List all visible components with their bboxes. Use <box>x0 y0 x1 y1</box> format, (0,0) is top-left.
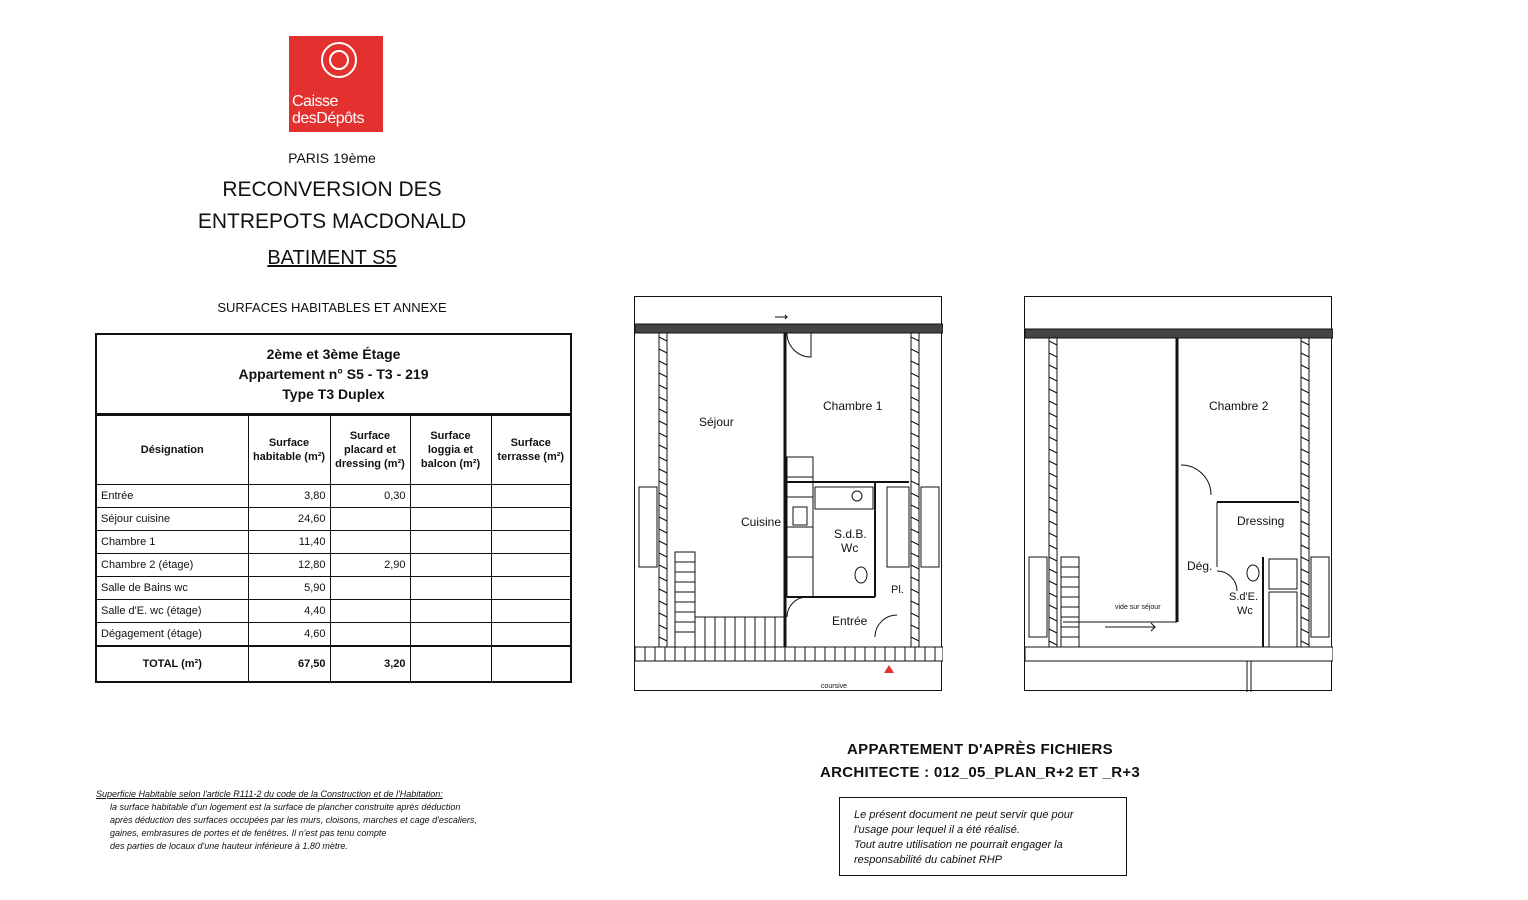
room-placard: Pl. <box>891 584 904 596</box>
caisse-des-depots-logo <box>289 36 383 132</box>
building-title: BATIMENT S5 <box>267 247 397 269</box>
room-sdb: S.d.B. <box>834 527 867 541</box>
row-loggia <box>410 623 491 647</box>
col-terrasse: Surface terrasse (m²) <box>491 416 570 485</box>
table-row <box>97 531 570 554</box>
disclaimer-line: Le présent document ne peut servir que pour <box>854 809 1074 821</box>
col-habitable: Surface habitable (m²) <box>248 416 330 485</box>
row-terrasse <box>491 531 570 554</box>
row-name: Séjour cuisine <box>97 508 248 531</box>
total-placard: 3,20 <box>330 646 410 681</box>
total-label: TOTAL (m²) <box>97 646 248 681</box>
room-sdb-wc: Wc <box>841 541 859 555</box>
row-habitable: 24,60 <box>248 508 330 531</box>
row-loggia <box>410 554 491 577</box>
apartment-label: Appartement n° S5 - T3 - 219 <box>238 366 429 382</box>
table-row <box>97 508 570 531</box>
disclaimer-line: Tout autre utilisation ne pourrait engager la <box>854 839 1063 851</box>
project-title-line-1: RECONVERSION DES <box>222 178 442 201</box>
city: PARIS 19ème <box>288 150 376 166</box>
project-title-line-2: ENTREPOTS MACDONALD <box>197 210 467 233</box>
row-placard <box>330 600 410 623</box>
room-entree: Entrée <box>832 614 868 628</box>
row-habitable: 12,80 <box>248 554 330 577</box>
type-label: Type T3 Duplex <box>282 386 385 402</box>
row-placard <box>330 577 410 600</box>
logo-line-2: desDépôts <box>292 110 364 127</box>
table-row <box>97 600 570 623</box>
row-name: Chambre 2 (étage) <box>97 554 248 577</box>
disclaimer-line: responsabilité du cabinet RHP <box>854 854 1002 866</box>
row-terrasse <box>491 577 570 600</box>
row-loggia <box>410 577 491 600</box>
floor-plan-lower-drawing <box>635 297 943 692</box>
row-terrasse <box>491 508 570 531</box>
seal-icon <box>321 42 357 78</box>
void-over-living-label: vide sur séjour <box>1115 604 1161 611</box>
col-designation: Désignation <box>97 416 248 485</box>
architect-line-2: ARCHITECTE : 012_05_PLAN_R+2 ET _R+3 <box>819 764 1141 781</box>
table-row <box>97 623 570 647</box>
architect-line-1: APPARTEMENT D'APRÈS FICHIERS <box>847 741 1113 758</box>
row-habitable: 11,40 <box>248 531 330 554</box>
row-loggia <box>410 531 491 554</box>
legal-line: la surface habitable d'un logement est la surface de plancher construite après déduction <box>110 802 461 812</box>
row-habitable: 4,40 <box>248 600 330 623</box>
floor-plan-upper <box>1024 296 1332 691</box>
disclaimer-line: l'usage pour lequel il a été réalisé. <box>854 824 1020 836</box>
legal-line: gaines, embrasures de portes et de fenêtres. Il n'est pas tenu compte <box>110 828 387 838</box>
row-placard <box>330 508 410 531</box>
row-terrasse <box>491 600 570 623</box>
row-terrasse <box>491 554 570 577</box>
row-habitable: 5,90 <box>248 577 330 600</box>
room-chambre-1: Chambre 1 <box>823 399 883 413</box>
surface-table <box>95 333 572 683</box>
coursive-label: coursive <box>821 683 848 690</box>
room-dressing: Dressing <box>1237 514 1285 528</box>
room-sejour: Séjour <box>699 415 734 429</box>
table-row <box>97 577 570 600</box>
section-heading: SURFACES HABITABLES ET ANNEXE <box>217 300 447 315</box>
col-loggia: Surface loggia et balcon (m²) <box>410 416 491 485</box>
column-header-row <box>97 416 570 485</box>
legal-title: Superficie Habitable selon l'article R111-2 du code de la Construction et de l'Habitation: <box>96 789 443 799</box>
row-name: Entrée <box>97 485 248 508</box>
row-habitable: 3,80 <box>248 485 330 508</box>
table-row <box>97 554 570 577</box>
architect-caption <box>760 738 1200 784</box>
row-placard <box>330 623 410 647</box>
surface-grid <box>97 415 570 681</box>
total-terrasse <box>491 646 570 681</box>
table-header <box>97 335 570 415</box>
row-name: Chambre 1 <box>97 531 248 554</box>
legal-note <box>96 788 556 853</box>
row-name: Salle de Bains wc <box>97 577 248 600</box>
table-row <box>97 485 570 508</box>
floor-label: 2ème et 3ème Étage <box>266 346 401 362</box>
row-placard: 2,90 <box>330 554 410 577</box>
row-terrasse <box>491 623 570 647</box>
room-sde-wc: Wc <box>1237 605 1253 617</box>
room-chambre-2: Chambre 2 <box>1209 399 1269 413</box>
floor-plan-upper-drawing <box>1025 297 1333 692</box>
row-terrasse <box>491 485 570 508</box>
total-row <box>97 646 570 681</box>
row-loggia <box>410 600 491 623</box>
col-placard: Surface placard et dressing (m²) <box>330 416 410 485</box>
floor-plan-lower <box>634 296 942 691</box>
legal-line: après déduction des surfaces occupées par les murs, cloisons, marches et cage d'escaliers, <box>110 815 477 825</box>
row-placard: 0,30 <box>330 485 410 508</box>
row-name: Dégagement (étage) <box>97 623 248 647</box>
disclaimer-box <box>839 797 1127 876</box>
total-loggia <box>410 646 491 681</box>
room-cuisine: Cuisine <box>741 515 782 529</box>
row-loggia <box>410 508 491 531</box>
row-loggia <box>410 485 491 508</box>
legal-line: des parties de locaux d'une hauteur inférieure à 1.80 mètre. <box>110 841 348 851</box>
room-sde: S.d'E. <box>1229 591 1259 603</box>
row-name: Salle d'E. wc (étage) <box>97 600 248 623</box>
room-degagement: Dég. <box>1187 559 1213 573</box>
logo-line-1: Caisse <box>292 93 338 110</box>
entrance-marker-icon <box>884 665 894 673</box>
row-placard <box>330 531 410 554</box>
row-habitable: 4,60 <box>248 623 330 647</box>
total-habitable: 67,50 <box>248 646 330 681</box>
project-title <box>150 174 514 238</box>
